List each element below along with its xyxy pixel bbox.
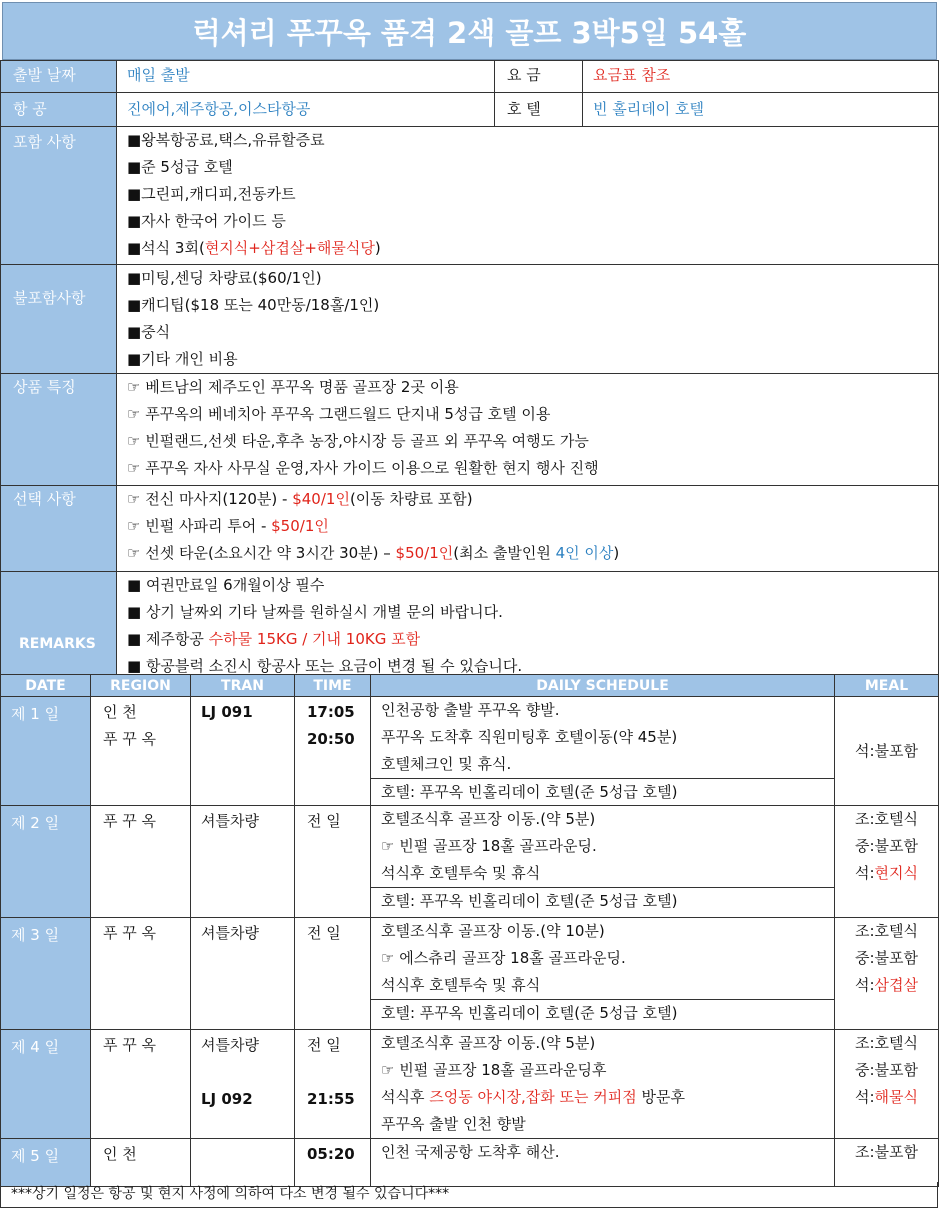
remarks-label: REMARKS [1,572,117,681]
included-list [117,127,939,265]
remark-item: ■ 제주항공 수하물 15KG / 기내 10KG 포함 [127,630,421,648]
tran-cell [191,1139,295,1187]
tran-cell: LJ 091 [191,697,295,806]
option-item: ☞ 전신 마사지(120분) - $40/1인(이동 차량료 포함) [127,490,473,508]
features-list [117,374,939,486]
remarks-list [117,572,939,681]
remark-item: ■ 상기 날짜외 기타 날짜를 원하실시 개별 문의 바랍니다. [127,603,503,621]
excluded-list [117,265,939,374]
tran-cell: 셔틀차량 LJ 092 [191,1030,295,1139]
schedule-cell: 인천공항 출발 푸꾸옥 향발. 푸꾸옥 도착후 직원미팅후 호텔이동(약 45분) 호텔체크인 및 휴식. 호텔: 푸꾸옥 빈홀리데이 호텔(준 5성급 호텔) [371,697,835,806]
region-cell: 푸 꾸 옥 [91,806,191,918]
included-item: ■왕복항공료,택스,유류할증료 [127,131,325,149]
header-region: REGION [91,675,191,697]
included-label: 포함 사항 [1,127,117,265]
excluded-label: 불포함사항 [1,265,117,374]
header-date: DATE [1,675,91,697]
time-cell: 17:05 20:50 [295,697,371,806]
schedule-cell: 호텔조식후 골프장 이동.(약 5분) ☞ 빈펄 골프장 18홀 골프라운딩후 석식후 즈엉동 야시장,잡화 또는 커피점 방문후 푸꾸옥 출발 인천 향발 [371,1030,835,1139]
option-item: ☞ 빈펄 사파리 투어 - $50/1인 [127,517,329,535]
included-meal: ■석식 3회(현지식+삼겹살+해물식당) [127,239,381,257]
region-cell: 푸 꾸 옥 [91,1030,191,1139]
schedule-cell: 호텔조식후 골프장 이동.(약 5분) ☞ 빈펄 골프장 18홀 골프라운딩. 석식후 호텔투숙 및 휴식 호텔: 푸꾸옥 빈홀리데이 호텔(준 5성급 호텔) [371,806,835,918]
departure-value: 매일 출발 [117,61,495,93]
hotel-line: 호텔: 푸꾸옥 빈홀리데이 호텔(준 5성급 호텔) [371,887,834,914]
feature-item: ☞ 베트남의 제주도인 푸꾸옥 명품 골프장 2곳 이용 [127,378,459,396]
table-row [1,806,939,918]
excluded-item: ■미팅,센딩 차량료($60/1인) [127,269,322,287]
time-cell: 05:20 [295,1139,371,1187]
price-value: 요금표 참조 [583,61,939,93]
day-cell: 제 1 일 [1,697,91,806]
tran-cell: 셔틀차량 [191,806,295,918]
day-cell: 제 4 일 [1,1030,91,1139]
feature-item: ☞ 빈펄랜드,선셋 타운,후추 농장,야시장 등 골프 외 푸꾸옥 여행도 가능 [127,432,589,450]
table-row [1,918,939,1030]
options-label: 선택 사항 [1,486,117,572]
table-row [1,1139,939,1187]
included-item: ■자사 한국어 가이드 등 [127,212,286,230]
excluded-item: ■기타 개인 비용 [127,350,238,368]
hotel-line: 호텔: 푸꾸옥 빈홀리데이 호텔(준 5성급 호텔) [371,999,834,1026]
remark-item: ■ 항공블럭 소진시 항공사 또는 요금이 변경 될 수 있습니다. [127,657,523,675]
tran-cell: 셔틀차량 [191,918,295,1030]
header-time: TIME [295,675,371,697]
option-item: ☞ 선셋 타운(소요시간 약 3시간 30분) – $50/1인(최소 출발인원 4인 이상) [127,544,620,562]
options-list [117,486,939,572]
info-table [0,60,939,681]
excluded-item: ■캐디팁($18 또는 40만동/18홀/1인) [127,296,380,314]
region-cell: 인 천 [91,1139,191,1187]
airline-label: 항 공 [1,93,117,127]
schedule-table [0,674,939,1187]
day-cell: 제 3 일 [1,918,91,1030]
remark-item: ■ 여권만료일 6개월이상 필수 [127,576,325,594]
header-meal: MEAL [835,675,939,697]
day-cell: 제 2 일 [1,806,91,918]
hotel-label: 호 텔 [495,93,583,127]
hotel-value: 빈 홀리데이 호텔 [583,93,939,127]
schedule-cell: 인천 국제공항 도착후 해산. [371,1139,835,1187]
header-schedule: DAILY SCHEDULE [371,675,835,697]
meal-cell: 조:호텔식 중:불포함 석:삼겹살 [835,918,939,1030]
time-cell: 전 일 21:55 [295,1030,371,1139]
schedule-cell: 호텔조식후 골프장 이동.(약 10분) ☞ 에스츄리 골프장 18홀 골프라운딩. 석식후 호텔투숙 및 휴식 호텔: 푸꾸옥 빈홀리데이 호텔(준 5성급 호텔) [371,918,835,1030]
page-title: 럭셔리 푸꾸옥 품격 2색 골프 3박5일 54홀 [2,2,937,60]
table-row [1,1030,939,1139]
departure-label: 출발 날짜 [1,61,117,93]
meal-cell: 조:호텔식 중:불포함 석:해물식 [835,1030,939,1139]
region-cell: 푸 꾸 옥 [91,918,191,1030]
feature-item: ☞ 푸꾸옥의 베네치아 푸꾸옥 그랜드월드 단지내 5성급 호텔 이용 [127,405,551,423]
day-cell: 제 5 일 [1,1139,91,1187]
meal-cell: 석:불포함 [835,697,939,806]
table-row [1,697,939,806]
included-item: ■준 5성급 호텔 [127,158,233,176]
header-tran: TRAN [191,675,295,697]
region-cell: 인 천 푸 꾸 옥 [91,697,191,806]
time-cell: 전 일 [295,806,371,918]
meal-cell: 조:불포함 [835,1139,939,1187]
airline-value: 진에어,제주항공,이스타항공 [117,93,495,127]
feature-item: ☞ 푸꾸옥 자사 사무실 운영,자사 가이드 이용으로 원활한 현지 행사 진행 [127,459,599,477]
features-label: 상품 특징 [1,374,117,486]
footer-note: ***상기 일정은 항공 및 현지 사정에 의하여 다소 변경 될수 있습니다*** [0,1182,938,1208]
hotel-line: 호텔: 푸꾸옥 빈홀리데이 호텔(준 5성급 호텔) [371,778,834,805]
time-cell: 전 일 [295,918,371,1030]
meal-cell: 조:호텔식 중:불포함 석:현지식 [835,806,939,918]
price-label: 요 금 [495,61,583,93]
excluded-item: ■중식 [127,323,171,341]
included-item: ■그린피,캐디피,전동카트 [127,185,296,203]
